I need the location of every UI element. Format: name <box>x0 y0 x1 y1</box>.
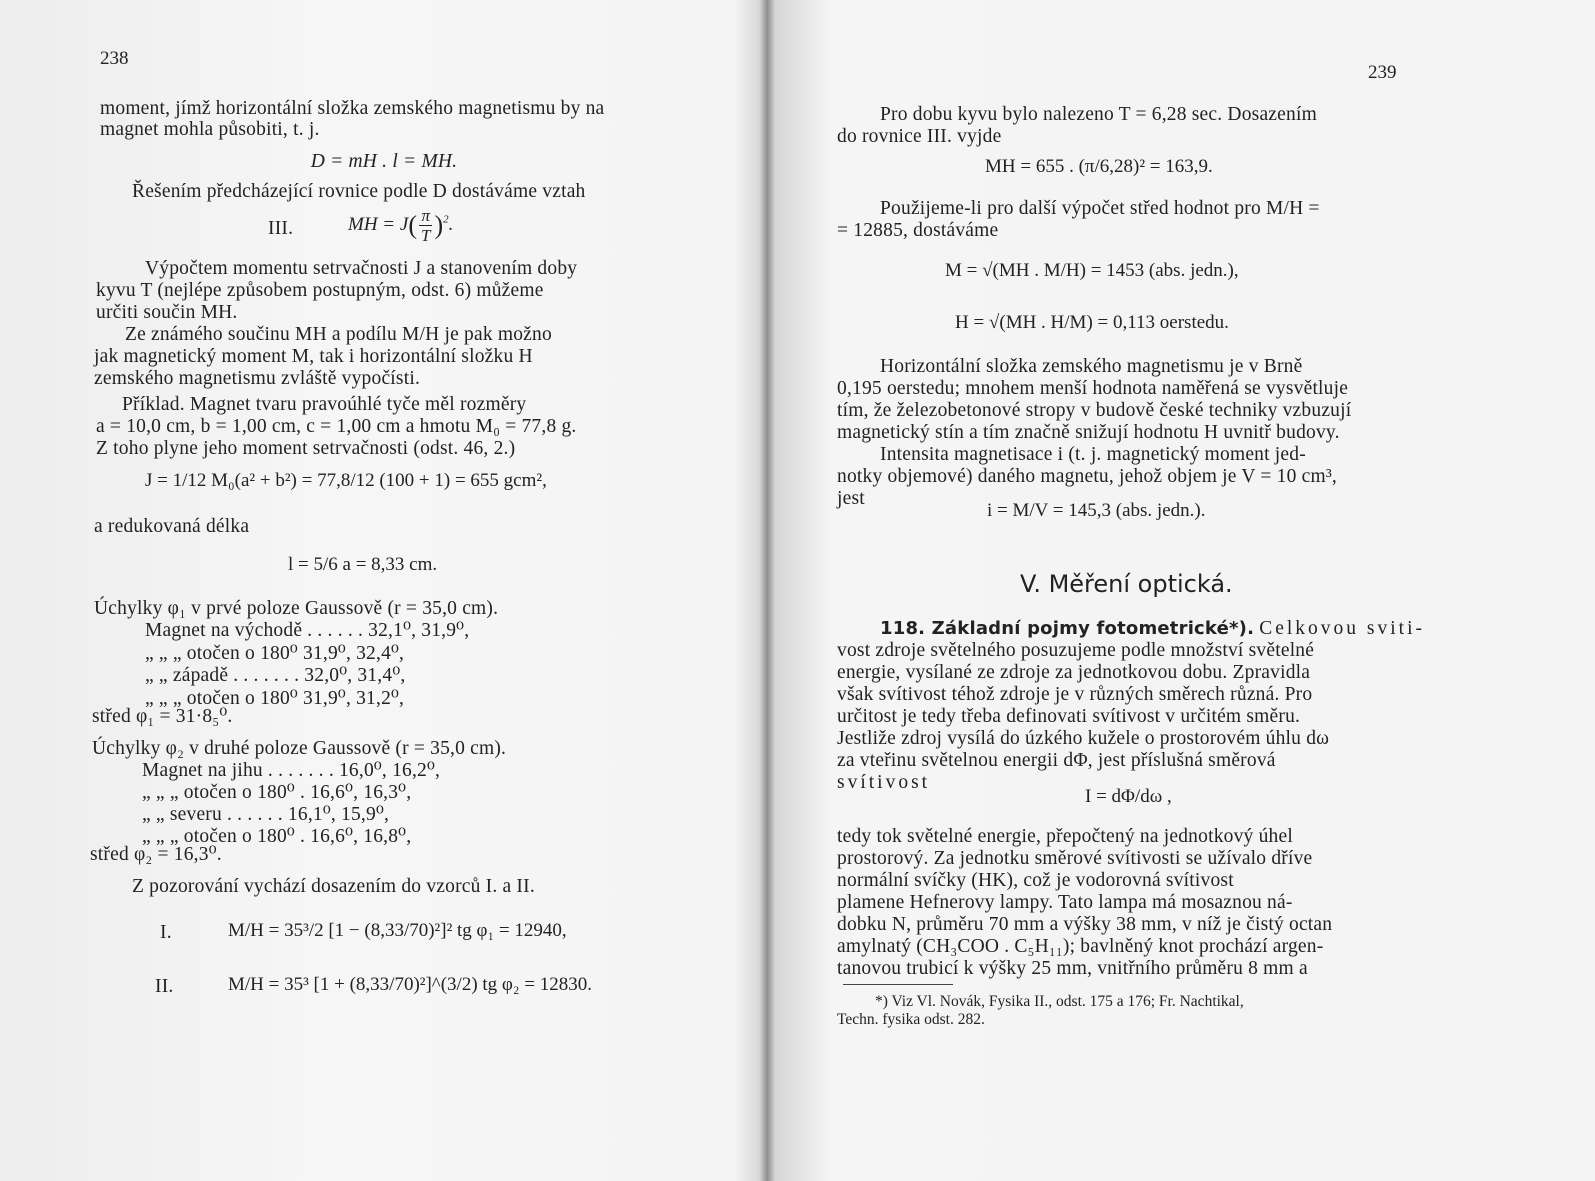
text-line: Řešením předcházející rovnice podle D dostáváme vztah <box>132 181 586 202</box>
equation-M: M = √(MH . M/H) = 1453 (abs. jedn.), <box>945 260 1239 281</box>
left-page <box>0 0 760 1181</box>
text-line: magnet mohla působiti, t. j. <box>100 119 320 140</box>
data-row: „ „ „ otočen o 180⁰ 31,9⁰, 32,4⁰, <box>145 643 405 664</box>
data-row: „ „ „ otočen o 180⁰ . 16,6⁰, 16,3⁰, <box>142 782 412 803</box>
data-row: Magnet na východě . . . . . . 32,1⁰, 31,9⁰, <box>145 620 470 641</box>
equation-H: H = √(MH . H/M) = 0,113 oerstedu. <box>955 312 1229 333</box>
page-number-left: 238 <box>100 48 129 69</box>
text-line: amylnatý (CH₃COO . C₅H₁₁); bavlněný knot prochází argen- <box>837 936 1324 957</box>
text-line <box>880 618 1425 640</box>
text-line: magnetický stín a tím značně snižují hodnotu H uvnitř budovy. <box>837 422 1340 443</box>
equation-label-III: III. <box>268 218 294 239</box>
data-row: „ „ „ otočen o 180⁰ . 16,6⁰, 16,8⁰, <box>142 826 412 847</box>
equation-III-lhs: MH = J <box>348 213 409 235</box>
text-line: Úchylky φ₂ v druhé poloze Gaussově (r = 35,0 cm). <box>92 738 507 759</box>
subsection-heading: 118. Základní pojmy fotometrické*). <box>880 618 1255 639</box>
equation-II: M/H = 35³ [1 + (8,33/70)²]^(3/2) tg φ₂ = 12830. <box>228 974 592 995</box>
text-line: však svítivost téhož zdroje je v různých směrech různá. Pro <box>837 684 1313 705</box>
text-line: Pro dobu kyvu bylo nalezeno T = 6,28 sec. Dosazením <box>880 104 1317 125</box>
equation-I-luminous: I = dΦ/dω , <box>1085 786 1172 807</box>
equation-III: MH = J( $\frac{\pi}{T}$ )$^2$. <box>348 206 454 245</box>
text-line: vost zdroje světelného posuzujeme podle množství světelné <box>837 640 1315 661</box>
text-line: zemského magnetismu zvláště vypočísti. <box>94 368 421 389</box>
text-line: jest <box>837 488 865 509</box>
text-line: Výpočtem momentu setrvačnosti J a stanovením doby <box>145 258 578 279</box>
equation-D: D = mH . l = MH. <box>310 151 458 172</box>
footnote-rule <box>843 984 953 985</box>
equation-i: i = M/V = 145,3 (abs. jedn.). <box>987 500 1206 521</box>
equation-label-II: II. <box>155 976 174 997</box>
text-line: plamene Hefnerovy lampy. Tato lampa má mosaznou ná- <box>837 892 1293 913</box>
text-line: Použijeme-li pro další výpočet střed hodnot pro M/H = <box>880 198 1320 219</box>
text-line: Jestliže zdroj vysílá do úzkého kužele o prostorovém úhlu dω <box>837 728 1330 749</box>
text-line: a redukovaná délka <box>94 516 250 537</box>
text-line: jak magnetický moment M, tak i horizontální složku H <box>94 346 533 367</box>
page-number-right: 239 <box>1368 62 1397 83</box>
data-row: „ „ západě . . . . . . . 32,0⁰, 31,4⁰, <box>145 665 406 686</box>
text-line: Z toho plyne jeho moment setrvačnosti (odst. 46, 2.) <box>96 438 516 459</box>
text-line: prostorový. Za jednotku směrové svítivosti se užívalo dříve <box>837 848 1313 869</box>
text-line: Horizontální složka zemského magnetismu je v Brně <box>880 356 1303 377</box>
text-line: kyvu T (nejlépe způsobem postupným, odst. 6) můžeme <box>96 280 544 301</box>
example-heading: Příklad. Magnet tvaru pravoúhlé tyče měl rozměry <box>122 394 527 415</box>
text-line: tedy tok světelné energie, přepočtený na jednotkový úhel <box>837 826 1293 847</box>
text-line: Z pozorování vychází dosazením do vzorců I. a II. <box>132 876 535 897</box>
text-line: 0,195 oerstedu; mnohem menší hodnota naměřená se vysvětluje <box>837 378 1349 399</box>
equation-I: M/H = 35³/2 [1 − (8,33/70)²]² tg φ₁ = 12940, <box>228 920 567 941</box>
text-line: dobku N, průměru 70 mm a výšky 38 mm, v níž je čistý octan <box>837 914 1333 935</box>
mean-phi1: střed φ₁ = 31·8₅⁰. <box>92 706 233 727</box>
equation-label-I: I. <box>160 922 172 943</box>
footnote-line: *) Viz Vl. Novák, Fysika II., odst. 175 a 176; Fr. Nachtikal, <box>875 993 1244 1010</box>
text-line: normální svíčky (HK), což je vodorovná svítivost <box>837 870 1234 891</box>
text-line: Úchylky φ₁ v prvé poloze Gaussově (r = 35,0 cm). <box>94 598 499 619</box>
text-line: notky objemové) daného magnetu, jehož objem je V = 10 cm³, <box>837 466 1337 487</box>
text-line: = 12885, dostáváme <box>837 220 999 241</box>
text-line: za vteřinu světelnou energii dΦ, jest příslušná směrová <box>837 750 1276 771</box>
text-line: Intensita magnetisace i (t. j. magnetický moment jed- <box>880 444 1306 465</box>
text-line: určitost je tedy třeba definovati svítivost v určitém směru. <box>837 706 1301 727</box>
data-row: Magnet na jihu . . . . . . . 16,0⁰, 16,2⁰, <box>142 760 441 781</box>
term-emphasis: Celkovou sviti- <box>1259 618 1425 639</box>
equation-MH: MH = 655 . (π/6,28)² = 163,9. <box>985 156 1213 177</box>
text-line: do rovnice III. vyjde <box>837 126 1002 147</box>
data-row: „ „ „ otočen o 180⁰ 31,9⁰, 31,2⁰, <box>145 688 405 709</box>
text-line: energie, vysílané ze zdroje za jednotkovou dobu. Zpravidla <box>837 662 1311 683</box>
text-line: určiti součin MH. <box>96 302 238 323</box>
footnote-line: Techn. fysika odst. 282. <box>837 1011 985 1028</box>
text-line: tanovou trubicí k výšky 25 mm, vnitřního průměru 8 mm a <box>837 958 1308 979</box>
text-line: tím, že železobetonové stropy v budově české techniky vzbuzují <box>837 400 1352 421</box>
right-page <box>765 0 1595 1181</box>
mean-phi2: střed φ₂ = 16,3⁰. <box>90 844 222 865</box>
text-line: svítivost <box>837 772 931 793</box>
text-line: moment, jímž horizontální složka zemského magnetismu by na <box>100 98 605 119</box>
equation-l: l = 5/6 a = 8,33 cm. <box>288 554 438 575</box>
text-line: a = 10,0 cm, b = 1,00 cm, c = 1,00 cm a hmotu M₀ = 77,8 g. <box>96 416 577 437</box>
data-row: „ „ severu . . . . . . 16,1⁰, 15,9⁰, <box>142 804 390 825</box>
pi-over-T-fraction: $\frac{\pi}{T}$ <box>420 206 431 245</box>
section-heading: V. Měření optická. <box>1020 570 1233 598</box>
equation-J: J = 1/12 M₀(a² + b²) = 77,8/12 (100 + 1) = 655 gcm², <box>145 470 547 491</box>
text-line: Ze známého součinu MH a podílu M/H je pak možno <box>125 324 552 345</box>
